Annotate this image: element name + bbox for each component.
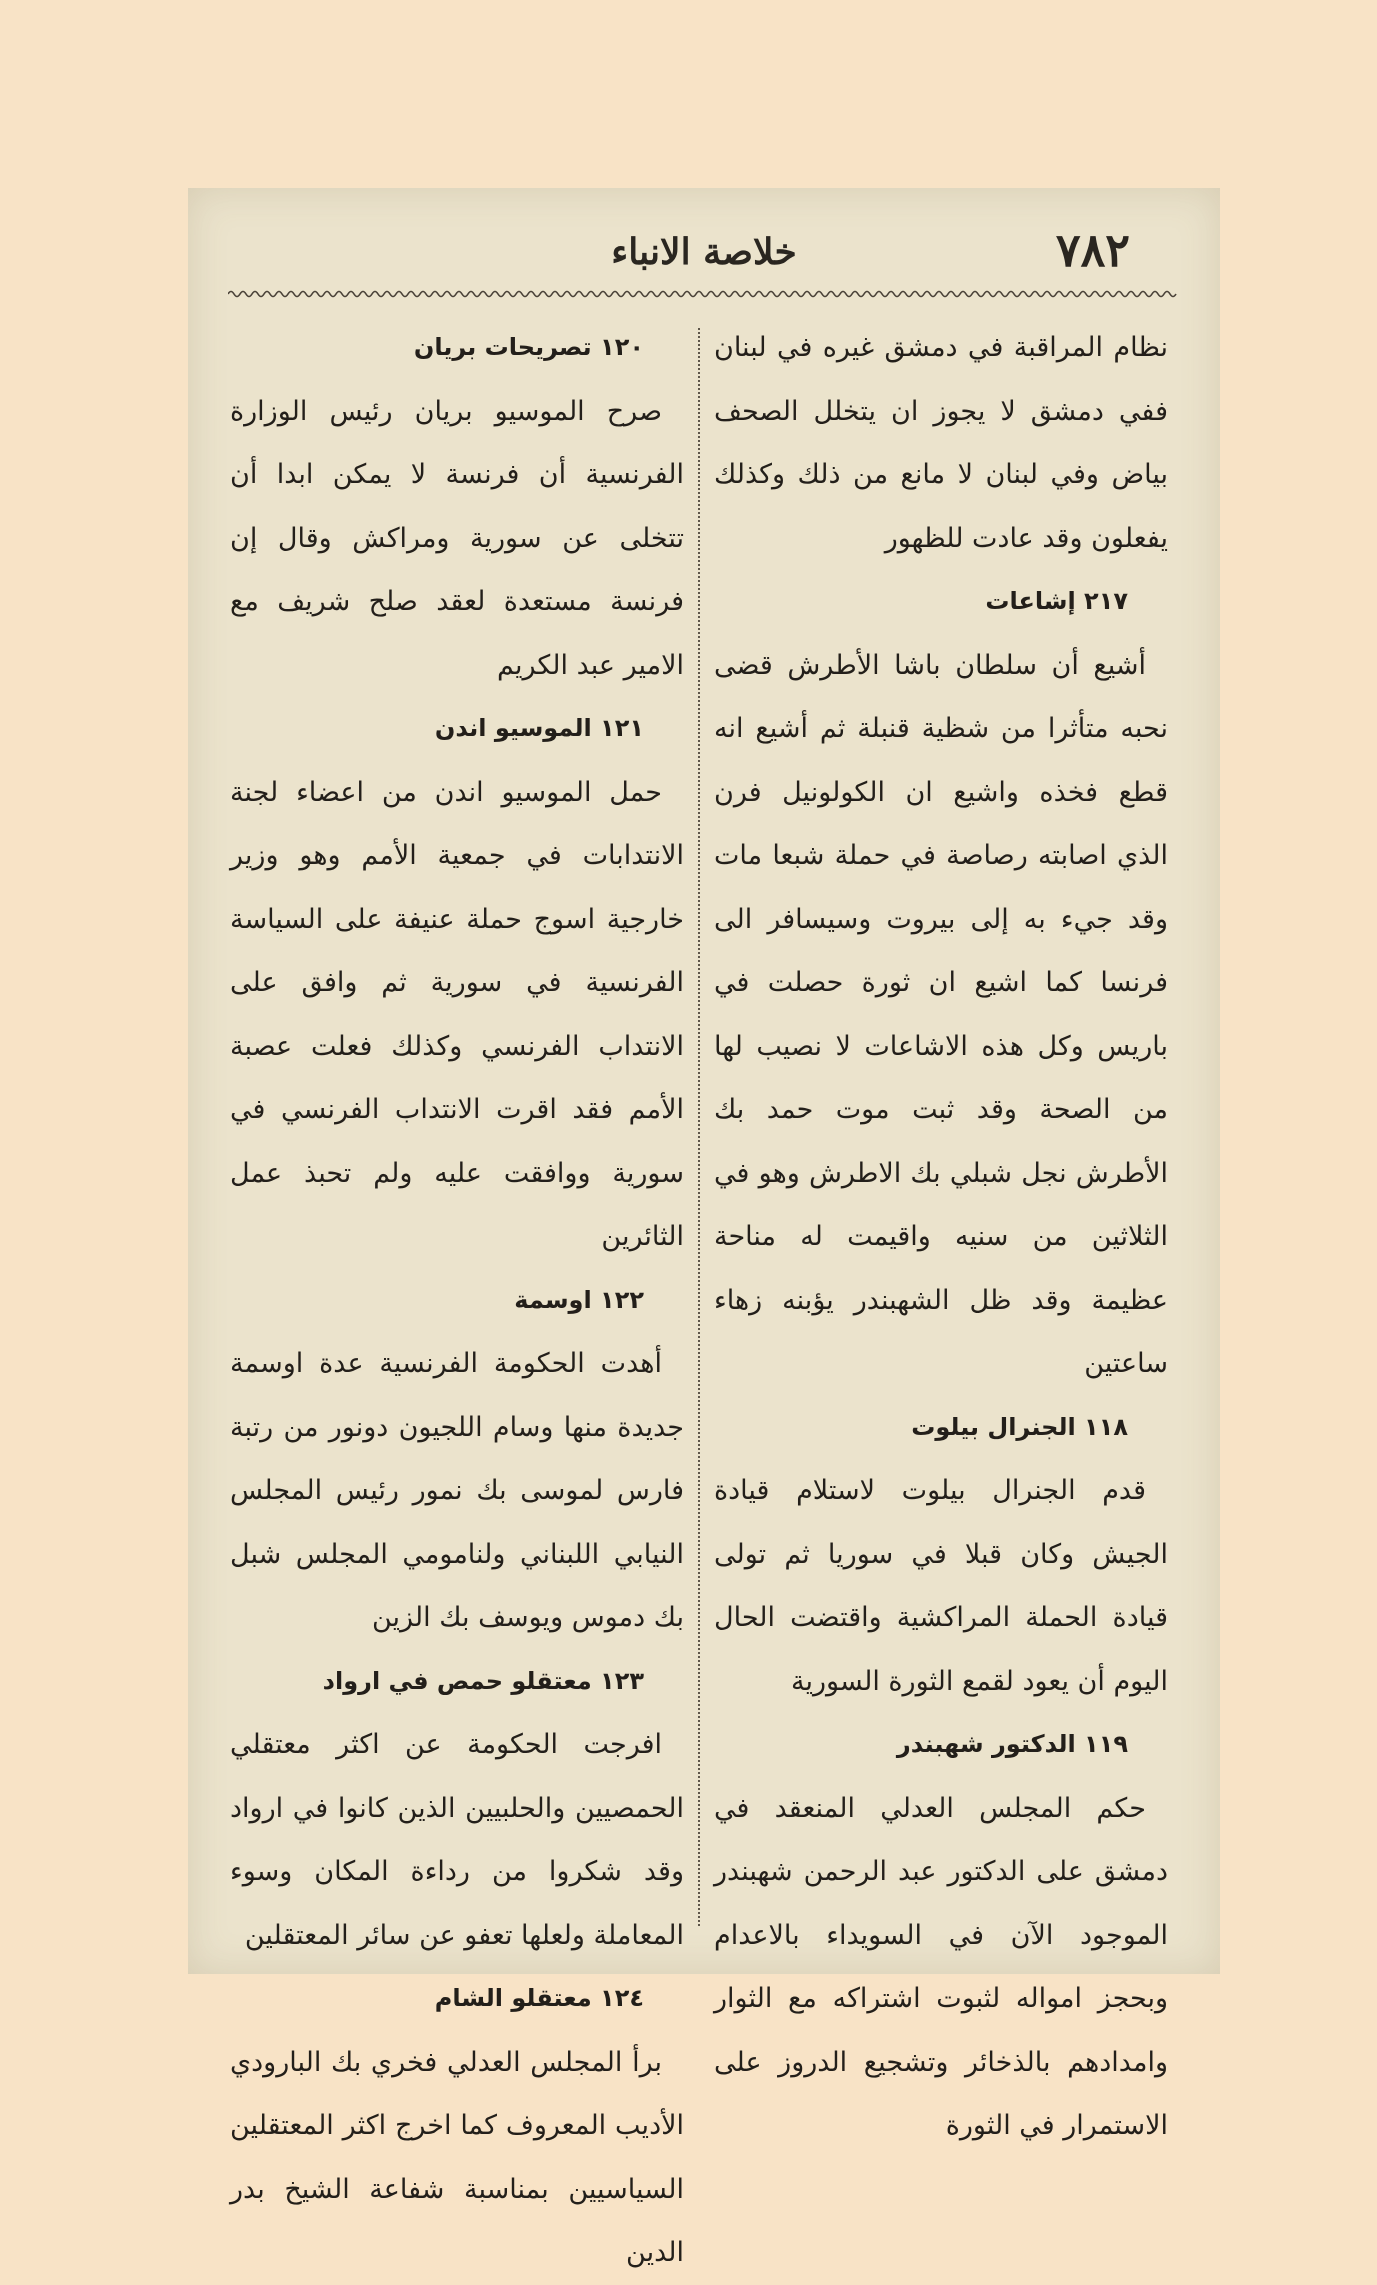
right-column-paragraph: حكم المجلس العدلي المنعقد في دمشق على الدكتور عبد الرحمن شهبندر الموجود الآن في السويداء بالاعدام وبحجز امواله لثبوت اشتراكه مع الثوار وامدادهم بالذخائر وتشجيع الدروز على الاستمرار في الثورة <box>714 1792 1168 2141</box>
column-divider <box>698 328 700 1926</box>
right-column-paragraph: قدم الجنرال بيلوت لاستلام قيادة الجيش وكان قبلا في سوريا ثم تولى قيادة الحملة المراكشية واقتضت الحال اليوم أن يعود لقمع الثورة السورية <box>714 1475 1168 1697</box>
left-column-paragraph: حمل الموسيو اندن من اعضاء لجنة الانتدابات في جمعية الأمم وهو وزير خارجية اسوج حملة عنيفة على السياسة الفرنسية في سورية ثم وافق على الانتداب الفرنسي وكذلك فعلت عصبة الأمم فقد اقرت الانتداب الفرنسي في سورية ووافقت عليه ولم تحبذ عمل الثائرين <box>230 776 684 1252</box>
left-column <box>220 316 694 2268</box>
left-column-section-heading: ١٢١ الموسيو اندن <box>434 714 644 742</box>
left-column-paragraph: برأ المجلس العدلي فخري بك البارودي الأديب المعروف كما اخرج اكثر المعتقلين السياسيين بمناسبة شفاعة الشيخ بدر الدين <box>230 2046 684 2268</box>
right-column-section-heading: ٢١٧ إشاعات <box>985 587 1128 615</box>
right-column-section-heading: ١١٩ الدكتور شهبندر <box>896 1730 1128 1758</box>
left-column-paragraph: افرجت الحكومة عن اكثر معتقلي الحمصيين والحلبيين الذين كانوا في ارواد وقد شكروا من رداءة المكان وسوء المعاملة ولعلها تعفو عن سائر المعتقلين <box>230 1729 684 1951</box>
article-columns <box>220 316 1178 2268</box>
left-column-section-heading: ١٢٣ معتقلو حمص في ارواد <box>322 1666 644 1695</box>
right-column-section-heading: ١١٨ الجنرال بيلوت <box>911 1412 1128 1441</box>
left-column-section-heading: ١٢٢ اوسمة <box>514 1285 644 1314</box>
running-title: خلاصة الانباء <box>611 231 797 273</box>
right-column <box>704 316 1178 2141</box>
right-column-paragraph: أشيع أن سلطان باشا الأطرش قضى نحبه متأثرا من شظية قنبلة ثم أشيع انه قطع فخذه واشيع ان الكولونيل فرن الذي اصابته رصاصة في حملة شبعا مات وقد جيء به إلى بيروت وسيسافر الى فرنسا كما اشيع ان ثورة حصلت في باريس وكل هذه الاشاعات لا نصيب لها من الصحة وقد ثبت موت حمد بك الأطرش نجل شبلي بك الاطرش وهو في الثلاثين من سنيه واقيمت له مناحة عظيمة وقد ظل الشهبندر يؤبنه زهاء ساعتين <box>714 649 1168 1379</box>
left-column-section-heading: ١٢٠ تصريحات بريان <box>413 333 644 361</box>
left-column-paragraph: أهدت الحكومة الفرنسية عدة اوسمة جديدة منها وسام اللجيون دونور من رتبة فارس لموسى بك نمور رئيس المجلس النيابي اللبناني ولنامومي المجلس شبل بك دموس ويوسف بك الزين <box>230 1348 684 1633</box>
right-column-paragraph: نظام المراقبة في دمشق غيره في لبنان ففي دمشق لا يجوز ان يتخلل الصحف بياض وفي لبنان لا مانع من ذلك وكذلك يفعلون وقد عادت للظهور <box>714 332 1168 554</box>
decorative-header-rule <box>228 288 1180 300</box>
left-column-paragraph: صرح الموسيو بريان رئيس الوزارة الفرنسية أن فرنسة لا يمكن ابدا أن تتخلى عن سورية ومراكش وقال إن فرنسة مستعدة لعقد صلح شريف مع الامير عبد الكريم <box>230 395 684 681</box>
left-column-section-heading: ١٢٤ معتقلو الشام <box>434 1984 644 2012</box>
page-number: ٧٨٢ <box>1055 223 1130 277</box>
scanned-page <box>188 188 1220 2268</box>
page-header <box>188 223 1220 283</box>
